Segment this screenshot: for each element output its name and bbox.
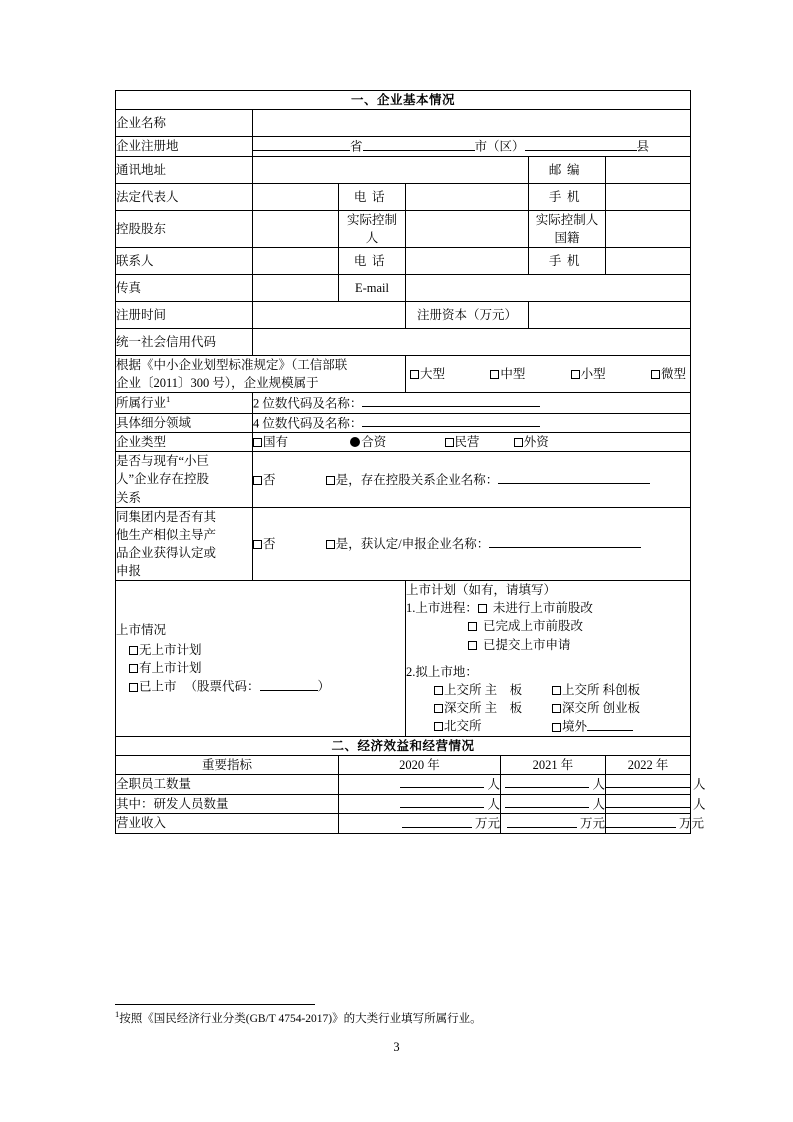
company-name-label: 企业名称 xyxy=(116,110,253,137)
listing-option-listed-label: 已上市 xyxy=(139,679,177,694)
row-mailing-address xyxy=(116,156,691,183)
metric-input[interactable] xyxy=(505,775,589,789)
metric-unit: 万元 xyxy=(679,816,705,831)
actual-controller-nationality-label: 实际控制人国籍 xyxy=(529,210,606,247)
subfield-value[interactable] xyxy=(253,413,691,433)
checkbox-icon[interactable] xyxy=(434,722,443,731)
scale-option-large-label: 大型 xyxy=(420,367,446,382)
listing-option-no-plan[interactable] xyxy=(116,641,405,659)
checkbox-icon[interactable] xyxy=(571,370,580,379)
listing-place-overseas-label: 境外 xyxy=(562,719,588,734)
listing-place-group xyxy=(406,681,690,736)
postcode-value[interactable] xyxy=(606,156,691,183)
legal-rep-mobile-label: 手机 xyxy=(529,183,606,210)
contact-mobile-label: 手机 xyxy=(529,248,606,275)
group-similar-label-line4: 申报 xyxy=(116,564,142,579)
fax-value[interactable] xyxy=(253,275,339,302)
industry-value[interactable] xyxy=(253,393,691,413)
listing-place-szse-chinext[interactable] xyxy=(552,699,640,717)
actual-controller-label: 实际控制人 xyxy=(339,210,406,247)
row-subfield xyxy=(116,413,691,433)
row-enterprise-scale xyxy=(116,356,691,393)
enterprise-scale-label-line1: 根据《中小企业划型标准规定》（工信部联 xyxy=(116,358,348,372)
type-option-private-label: 民营 xyxy=(454,435,480,450)
section2-header-row xyxy=(116,755,691,774)
legal-rep-label: 法定代表人 xyxy=(116,183,253,210)
little-giant-label xyxy=(116,452,253,507)
scale-option-medium[interactable] xyxy=(490,365,525,383)
industry-label xyxy=(116,393,253,413)
listing-progress-row2 xyxy=(406,617,690,635)
group-similar-label-line1: 同集团内是否有其 xyxy=(116,509,217,524)
listing-place-row3 xyxy=(434,717,690,736)
footnote xyxy=(115,1008,482,1028)
row-credit-code xyxy=(116,329,691,356)
little-giant-label-line2: 人”企业存在控股 xyxy=(116,472,210,487)
group-similar-option-no[interactable] xyxy=(253,537,276,551)
checkbox-icon[interactable] xyxy=(253,476,262,485)
metric-rd-2021[interactable] xyxy=(501,794,606,814)
actual-controller-nationality-value[interactable] xyxy=(606,210,691,247)
listing-place-bse[interactable] xyxy=(434,717,552,736)
little-giant-option-yes-label: 是，存在控股关系企业名称： xyxy=(335,472,499,487)
stock-code-prefix: （股票代码： xyxy=(184,679,260,694)
row-register-time-capital xyxy=(116,302,691,329)
row-group-similar xyxy=(116,507,691,581)
listing-place-szse-main[interactable] xyxy=(434,699,552,717)
registration-place-value[interactable] xyxy=(253,137,691,157)
type-option-state-owned-label: 国有 xyxy=(263,435,289,450)
county-input[interactable] xyxy=(525,137,637,151)
group-similar-option-yes-label: 是，获认定/申报企业名称： xyxy=(335,537,490,552)
little-giant-label-line1: 是否与现有“小巨 xyxy=(116,454,210,469)
listing-progress-row3 xyxy=(406,636,690,654)
little-giant-options xyxy=(253,452,691,507)
group-similar-company-input[interactable] xyxy=(489,535,641,549)
page-number: 3 xyxy=(393,1040,400,1054)
enterprise-scale-options xyxy=(406,356,691,393)
email-value[interactable] xyxy=(406,275,691,302)
scale-option-micro[interactable] xyxy=(651,365,686,383)
metric-unit: 人 xyxy=(592,777,605,792)
metric-unit: 万元 xyxy=(579,816,605,831)
checkbox-icon[interactable] xyxy=(253,540,262,549)
email-label: E-mail xyxy=(339,275,406,302)
metric-label-revenue: 营业收入 xyxy=(116,814,339,834)
metric-input[interactable] xyxy=(606,775,690,789)
listing-place-sse-main-label: 上交所 主 板 xyxy=(444,682,523,697)
contact-label: 联系人 xyxy=(116,248,253,275)
mailing-address-value[interactable] xyxy=(253,156,529,183)
group-similar-options xyxy=(253,507,691,581)
metric-unit: 人 xyxy=(693,777,706,792)
subfield-label: 具体细分领域 xyxy=(116,413,253,433)
postcode-label: 邮编 xyxy=(529,156,606,183)
checkbox-icon[interactable] xyxy=(410,370,419,379)
listing-progress-option-3-label: 已提交上市申请 xyxy=(483,637,571,652)
listing-option-has-plan-label: 有上市计划 xyxy=(139,661,202,676)
footnote-marker: 1 xyxy=(115,1009,120,1019)
checkbox-icon[interactable] xyxy=(445,438,454,447)
listing-progress-label: 1.上市进程： xyxy=(406,601,478,616)
checkbox-icon[interactable] xyxy=(468,622,477,631)
row-legal-representative xyxy=(116,183,691,210)
legal-rep-phone-value[interactable] xyxy=(406,183,529,210)
listing-place-overseas[interactable] xyxy=(552,717,633,736)
year-column-header-2022: 2022 年 xyxy=(606,755,691,774)
legal-rep-mobile-value[interactable] xyxy=(606,183,691,210)
stock-code-suffix: ） xyxy=(317,679,331,694)
row-enterprise-type xyxy=(116,433,691,452)
scale-option-large[interactable] xyxy=(410,365,445,383)
credit-code-label: 统一社会信用代码 xyxy=(116,329,253,356)
year-column-header-2020: 2020 年 xyxy=(339,755,501,774)
row-fax-email xyxy=(116,275,691,302)
listing-place-overseas-input[interactable] xyxy=(587,717,633,731)
type-option-foreign[interactable] xyxy=(514,435,549,449)
metric-revenue-2021[interactable] xyxy=(501,814,606,834)
enterprise-type-label: 企业类型 xyxy=(116,433,253,452)
metric-input[interactable] xyxy=(400,795,484,809)
footnote-text: 按照《国民经济行业分类(GB/T 4754-2017)》的大类行业填写所属行业。 xyxy=(119,1012,482,1025)
fax-label: 传真 xyxy=(116,275,253,302)
contact-mobile-value[interactable] xyxy=(606,248,691,275)
listing-place-label: 2.拟上市地： xyxy=(406,664,478,679)
group-similar-label-line2: 他生产相似主导产 xyxy=(116,527,217,542)
contact-phone-label: 电话 xyxy=(339,248,406,275)
listing-place-sse-star-label: 上交所 科创板 xyxy=(562,682,641,697)
type-option-state-owned[interactable] xyxy=(253,435,288,449)
section2-heading: 二、经济效益和经营情况 xyxy=(116,736,691,755)
checkbox-icon[interactable] xyxy=(129,664,138,673)
checkbox-icon[interactable] xyxy=(468,641,477,650)
section2-heading-row xyxy=(116,736,691,755)
metric-revenue-2020[interactable] xyxy=(339,814,501,834)
type-option-private[interactable] xyxy=(445,435,480,449)
checkbox-icon[interactable] xyxy=(490,370,499,379)
industry-value-prefix: 2 位数代码及名称： xyxy=(253,396,363,411)
listing-progress-option-2-label: 已完成上市前股改 xyxy=(483,619,584,634)
table-row xyxy=(116,794,691,814)
table-row xyxy=(116,814,691,834)
metric-input[interactable] xyxy=(507,814,577,828)
row-listing xyxy=(116,581,691,737)
group-similar-option-yes[interactable] xyxy=(326,537,641,551)
footnote-divider xyxy=(115,1004,315,1005)
contact-value[interactable] xyxy=(253,248,339,275)
listing-place-row1 xyxy=(434,681,690,699)
checkbox-icon[interactable] xyxy=(552,704,561,713)
listing-status-cell xyxy=(116,581,406,737)
scale-option-medium-label: 中型 xyxy=(500,367,526,382)
listing-place-row2 xyxy=(434,699,690,717)
row-company-name xyxy=(116,110,691,137)
checkbox-icon[interactable] xyxy=(514,438,523,447)
checkbox-icon[interactable] xyxy=(326,540,335,549)
enterprise-scale-label xyxy=(116,356,406,393)
little-giant-company-input[interactable] xyxy=(498,470,650,484)
province-input[interactable] xyxy=(253,137,350,151)
metric-unit: 万元 xyxy=(474,816,500,831)
group-similar-option-no-label: 否 xyxy=(263,537,276,552)
contact-phone-value[interactable] xyxy=(406,248,529,275)
metric-label-fulltime: 全职员工数量 xyxy=(116,774,339,794)
listing-place-sse-star[interactable] xyxy=(552,681,640,699)
stock-code-input[interactable] xyxy=(260,677,318,691)
checkbox-icon[interactable] xyxy=(552,723,561,732)
metric-fulltime-2021[interactable] xyxy=(501,774,606,794)
checkbox-icon[interactable] xyxy=(552,686,561,695)
metric-input[interactable] xyxy=(606,795,690,809)
listing-progress-row1 xyxy=(406,599,690,617)
radio-selected-icon[interactable] xyxy=(350,437,360,447)
group-similar-label xyxy=(116,507,253,581)
type-option-joint-venture[interactable] xyxy=(350,435,386,449)
listing-option-listed[interactable] xyxy=(116,677,405,696)
registration-place-label: 企业注册地 xyxy=(116,137,253,157)
metric-label-rd: 其中：研发人员数量 xyxy=(116,794,339,814)
industry-input[interactable] xyxy=(362,394,540,408)
listing-option-no-plan-label: 无上市计划 xyxy=(139,643,202,658)
credit-code-value[interactable] xyxy=(253,329,691,356)
row-contact xyxy=(116,248,691,275)
legal-rep-value[interactable] xyxy=(253,183,339,210)
metric-fulltime-2020[interactable] xyxy=(339,774,501,794)
holding-shareholder-value[interactable] xyxy=(253,210,339,247)
listing-option-has-plan[interactable] xyxy=(116,659,405,677)
listing-place-szse-main-label: 深交所 主 板 xyxy=(444,700,523,715)
section1-heading: 一、企业基本情况 xyxy=(116,91,691,110)
scale-option-small-label: 小型 xyxy=(580,367,606,382)
registered-capital-label: 注册资本（万元） xyxy=(406,302,529,329)
holding-shareholder-label: 控股股东 xyxy=(116,210,253,247)
metric-rd-2022[interactable] xyxy=(606,794,706,814)
row-industry xyxy=(116,393,691,413)
metric-rd-2020[interactable] xyxy=(339,794,501,814)
legal-rep-phone-label: 电话 xyxy=(339,183,406,210)
metric-unit: 人 xyxy=(592,797,605,812)
mailing-address-label: 通讯地址 xyxy=(116,156,253,183)
checkbox-icon[interactable] xyxy=(434,686,443,695)
listing-place-sse-main[interactable] xyxy=(434,681,552,699)
metrics-column-header: 重要指标 xyxy=(116,755,339,774)
listing-place-bse-label: 北交所 xyxy=(444,719,482,734)
enterprise-type-options xyxy=(253,433,691,452)
metric-unit: 人 xyxy=(487,777,500,792)
checkbox-icon[interactable] xyxy=(253,438,262,447)
group-similar-label-line3: 品企业获得认定或 xyxy=(116,545,217,560)
actual-controller-value[interactable] xyxy=(406,210,529,247)
province-suffix: 省 xyxy=(350,139,363,154)
enterprise-application-form xyxy=(115,90,706,834)
metric-unit: 人 xyxy=(693,797,706,812)
register-time-label: 注册时间 xyxy=(116,302,253,329)
checkbox-icon[interactable] xyxy=(434,704,443,713)
registered-capital-value[interactable] xyxy=(529,302,691,329)
metric-input[interactable] xyxy=(402,814,472,828)
little-giant-option-yes[interactable] xyxy=(326,473,651,487)
subfield-value-prefix: 4 位数代码及名称： xyxy=(253,416,363,431)
checkbox-icon[interactable] xyxy=(651,370,660,379)
checkbox-icon[interactable] xyxy=(129,646,138,655)
year-column-header-2021: 2021 年 xyxy=(501,755,606,774)
metric-input[interactable] xyxy=(505,795,589,809)
little-giant-option-no[interactable] xyxy=(253,473,276,487)
city-suffix: 市（区） xyxy=(474,139,525,154)
row-registration-place xyxy=(116,137,691,157)
county-suffix: 县 xyxy=(636,139,650,154)
listing-progress-option-1-label: 未进行上市前股改 xyxy=(492,601,593,616)
checkbox-icon[interactable] xyxy=(478,604,487,613)
checkbox-icon[interactable] xyxy=(326,476,335,485)
row-little-giant xyxy=(116,452,691,507)
enterprise-scale-label-line2: 企业〔2011〕300 号），企业规模属于 xyxy=(116,376,319,391)
little-giant-option-no-label: 否 xyxy=(263,472,276,487)
industry-footnote-ref: 1 xyxy=(166,394,171,405)
metric-fulltime-2022[interactable] xyxy=(606,774,706,794)
listing-plan-title: 上市计划（如有，请填写） xyxy=(406,583,557,598)
metric-unit: 人 xyxy=(487,797,500,812)
section1-heading-row xyxy=(116,91,691,110)
subfield-input[interactable] xyxy=(362,414,540,428)
table-row xyxy=(116,774,691,794)
type-option-joint-venture-label: 合资 xyxy=(361,435,387,450)
scale-option-small[interactable] xyxy=(571,365,606,383)
row-holding-shareholder xyxy=(116,210,691,247)
listing-progress-group xyxy=(406,599,690,653)
metric-input[interactable] xyxy=(606,814,676,828)
metric-input[interactable] xyxy=(400,775,484,789)
listing-place-szse-chinext-label: 深交所 创业板 xyxy=(562,700,641,715)
type-option-foreign-label: 外资 xyxy=(523,435,549,450)
little-giant-label-line3: 关系 xyxy=(116,490,142,505)
register-time-value[interactable] xyxy=(253,302,406,329)
listing-status-title: 上市情况 xyxy=(116,622,167,637)
industry-label-text: 所属行业 xyxy=(116,396,167,411)
scale-option-micro-label: 微型 xyxy=(660,367,686,382)
metric-revenue-2022[interactable] xyxy=(606,814,705,834)
listing-plan-cell xyxy=(406,581,691,737)
checkbox-icon[interactable] xyxy=(129,683,138,692)
city-input[interactable] xyxy=(363,137,475,151)
company-name-value[interactable] xyxy=(253,110,691,137)
